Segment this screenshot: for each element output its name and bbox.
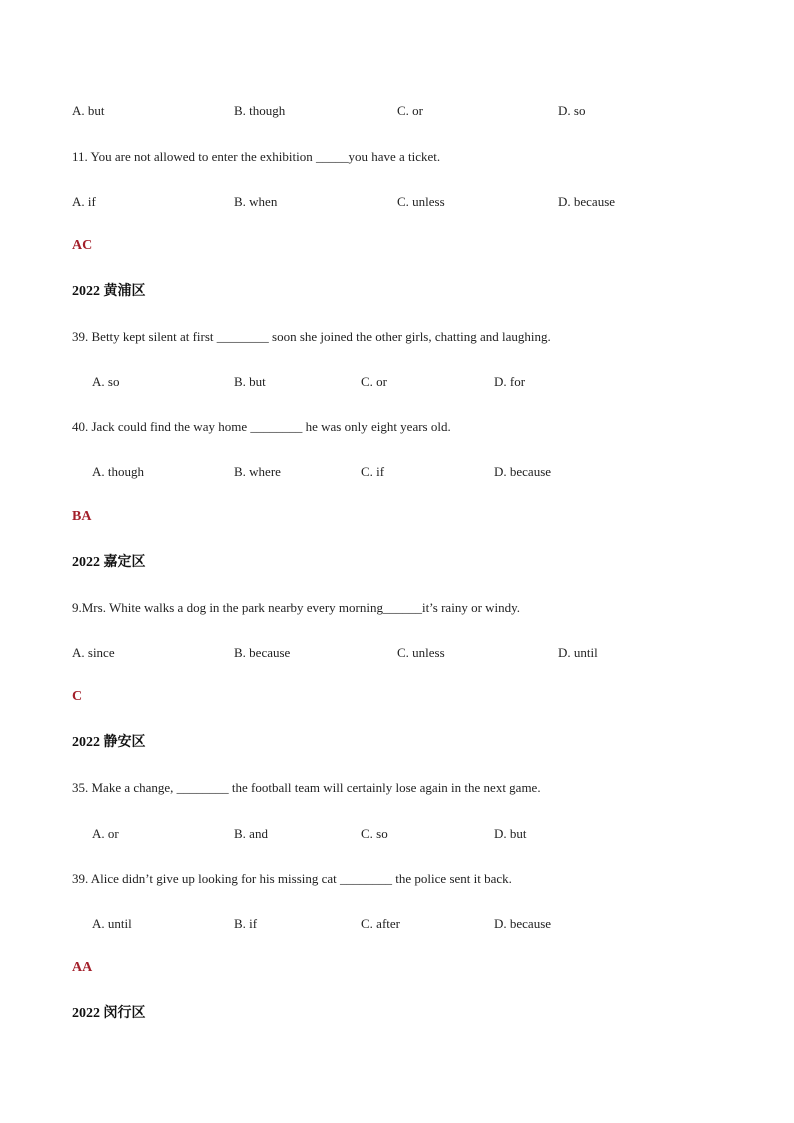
options-row: [0, 645, 794, 661]
option-c: C. if: [361, 464, 385, 479]
options-row: [0, 194, 794, 210]
option-d: D. because: [558, 194, 616, 209]
option-d: D. until: [558, 645, 598, 660]
option-c: C. after: [361, 916, 400, 931]
option-c: C. or: [397, 103, 423, 118]
section-heading: 2022 嘉定区: [72, 555, 146, 570]
option-b: B. where: [234, 464, 281, 479]
option-d: D. because: [494, 464, 552, 479]
question-text: 39. Alice didn’t give up looking for his missing cat ________ the police sent it back.: [72, 871, 512, 886]
option-c: C. unless: [397, 645, 445, 660]
answer-key: AA: [72, 960, 93, 975]
option-a: A. but: [72, 103, 105, 118]
option-c: C. unless: [397, 194, 445, 209]
answer-key: C: [72, 689, 83, 704]
option-b: B. if: [234, 916, 258, 931]
option-a: A. so: [92, 374, 120, 389]
option-b: B. but: [234, 374, 266, 389]
question-text: 35. Make a change, ________ the football team will certainly lose again in the next game.: [72, 780, 541, 795]
option-b: B. though: [234, 103, 286, 118]
options-row: [0, 103, 794, 119]
option-a: A. since: [72, 645, 115, 660]
options-row: [0, 916, 794, 932]
question-text: 9.Mrs. White walks a dog in the park nearby every morning______it’s rainy or windy.: [72, 600, 521, 615]
answer-key: AC: [72, 238, 93, 253]
section-heading: 2022 黄浦区: [72, 284, 146, 299]
option-a: A. or: [92, 826, 119, 841]
option-c: C. so: [361, 826, 388, 841]
option-d: D. for: [494, 374, 526, 389]
option-b: B. because: [234, 645, 291, 660]
section-heading: 2022 闵行区: [72, 1006, 146, 1021]
answer-key: BA: [72, 509, 92, 524]
option-d: D. but: [494, 826, 527, 841]
option-c: C. or: [361, 374, 387, 389]
option-a: A. if: [72, 194, 96, 209]
question-text: 39. Betty kept silent at first ________ soon she joined the other girls, chatting and laughing.: [72, 329, 551, 344]
option-b: B. when: [234, 194, 278, 209]
options-row: [0, 464, 794, 480]
option-d: D. because: [494, 916, 552, 931]
options-row: [0, 374, 794, 390]
question-text: 40. Jack could find the way home ________ he was only eight years old.: [72, 419, 451, 434]
options-row: [0, 826, 794, 842]
section-heading: 2022 静安区: [72, 735, 146, 750]
option-a: A. though: [92, 464, 144, 479]
option-b: B. and: [234, 826, 268, 841]
option-d: D. so: [558, 103, 586, 118]
question-text: 11. You are not allowed to enter the exhibition _____you have a ticket.: [72, 149, 441, 164]
option-a: A. until: [92, 916, 132, 931]
